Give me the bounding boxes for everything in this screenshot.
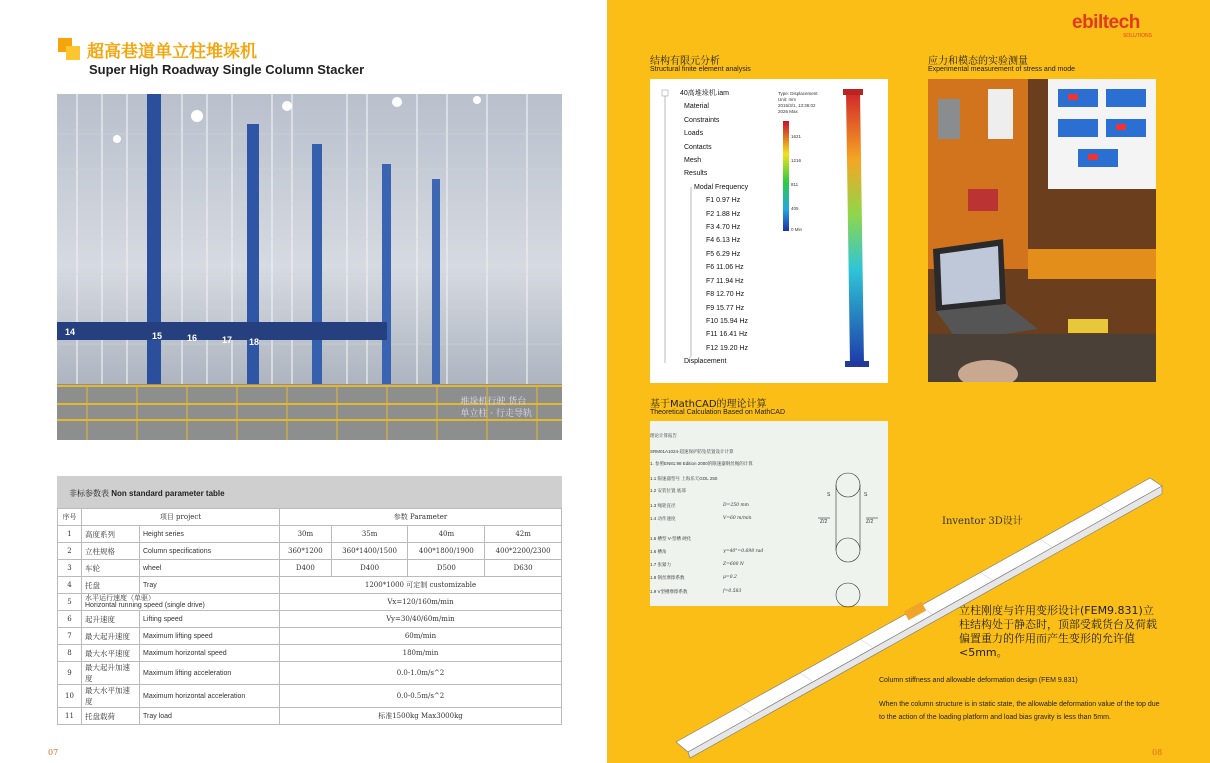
row-label-en: Column specifications bbox=[140, 543, 280, 560]
row-number: 6 bbox=[58, 611, 82, 628]
tree-frequency: F2 1.88 Hz bbox=[706, 210, 741, 218]
fea-screenshot bbox=[650, 79, 888, 383]
row-value-span: 标准1500kg Max3000kg bbox=[280, 708, 562, 725]
row-value-span: Vx=120/160m/min bbox=[280, 594, 562, 611]
tree-item: Results bbox=[684, 170, 708, 178]
row-value: 35m bbox=[331, 526, 408, 543]
legend-title: Type: Displacement bbox=[778, 91, 818, 96]
header-seq: 序号 bbox=[58, 509, 82, 526]
row-label-cn: 水平运行速度（单驱） bbox=[85, 595, 155, 602]
row-label-cn: 托盘载荷 bbox=[82, 708, 140, 725]
table-title-cn: 非标参数表 bbox=[69, 489, 109, 498]
row-value: 400*2200/2300 bbox=[485, 543, 562, 560]
math-line: 1.7 张紧力 bbox=[650, 562, 672, 567]
photo-caption-line2: 单立柱 · 行走导轨 bbox=[460, 409, 532, 419]
table-row bbox=[58, 577, 562, 594]
row-value: D630 bbox=[485, 560, 562, 577]
math-formula: V=60 m/min bbox=[723, 516, 752, 521]
photo-caption bbox=[460, 396, 532, 420]
row-label-en: Height series bbox=[140, 526, 280, 543]
row-number: 11 bbox=[58, 708, 82, 725]
row-number: 10 bbox=[58, 685, 82, 708]
row-value-span: 60m/min bbox=[280, 628, 562, 645]
aisle-number-15: 15 bbox=[152, 331, 163, 341]
row-number: 1 bbox=[58, 526, 82, 543]
table-title bbox=[57, 476, 562, 508]
row-number: 9 bbox=[58, 662, 82, 685]
inventor-label: Inventor 3D设计 bbox=[942, 516, 1023, 527]
row-label-en: Lifting speed bbox=[140, 611, 280, 628]
row-label-en: Tray load bbox=[140, 708, 280, 725]
table-title-en: Non standard parameter table bbox=[111, 489, 225, 498]
table-row bbox=[58, 560, 562, 577]
math-line: 理论计算报告 bbox=[650, 433, 677, 438]
stiffness-text-cn: 立柱刚度与许用变形设计(FEM9.831)立柱结构处于静态时，顶部受载货台及荷载偏置重力的作用而产生变形的允许值<5mm。 bbox=[959, 604, 1157, 659]
header-item: 项目 project bbox=[82, 509, 280, 526]
row-value: 360*1200 bbox=[280, 543, 332, 560]
svg-text:Z/2: Z/2 bbox=[820, 519, 828, 525]
row-label-cn: 托盘 bbox=[82, 577, 140, 594]
tree-frequency: F7 11.94 Hz bbox=[706, 277, 744, 285]
math-line: 1.1 限速器型号 上海乐天GOL 250 bbox=[650, 476, 718, 481]
row-value-span: Vy=30/40/60m/min bbox=[280, 611, 562, 628]
aisle-number-14: 14 bbox=[65, 327, 76, 337]
tree-frequency: F12 19.20 Hz bbox=[706, 344, 749, 352]
tree-frequency: F3 4.70 Hz bbox=[706, 224, 741, 232]
math-line: 1.3 绳轮直径 bbox=[650, 503, 676, 508]
table-row bbox=[58, 611, 562, 628]
table-row bbox=[58, 594, 562, 611]
row-value: D400 bbox=[280, 560, 332, 577]
logo-text: ebiltech bbox=[1072, 12, 1140, 33]
legend-value: 1216 bbox=[791, 158, 802, 163]
row-value-span: 1200*1000 可定制 customizable bbox=[280, 577, 562, 594]
row-value: 400*1800/1900 bbox=[408, 543, 485, 560]
mathcad-title-en: Theoretical Calculation Based on MathCAD bbox=[650, 409, 786, 416]
tree-item: Contacts bbox=[684, 143, 712, 151]
tree-root: 40高堆垛机.iam bbox=[680, 90, 730, 97]
legend-unit: Unit: mm bbox=[778, 97, 796, 102]
tree-item: Modal Frequency bbox=[694, 183, 749, 191]
row-number: 4 bbox=[58, 577, 82, 594]
tree-frequency: F11 16.41 Hz bbox=[706, 331, 748, 339]
math-line: SRM01A1024-超速保护防坠装置设计计算 bbox=[650, 449, 734, 454]
math-formula: Z=600 N bbox=[723, 562, 744, 567]
stiffness-title-en: Column stiffness and allowable deformation design (FEM 9.831) bbox=[879, 677, 1078, 684]
measure-title-cn: 应力和模态的实验测量 bbox=[928, 56, 1028, 67]
table-row bbox=[58, 543, 562, 560]
table-row bbox=[58, 662, 562, 685]
math-formula: f=0.583 bbox=[723, 589, 742, 594]
page-title-cn: 超高巷道单立柱堆垛机 bbox=[87, 42, 257, 62]
row-number: 3 bbox=[58, 560, 82, 577]
tree-item: Constraints bbox=[684, 116, 720, 124]
math-line: 1.9 V型槽摩擦系数 bbox=[650, 589, 688, 594]
aisle-number-16: 16 bbox=[187, 333, 198, 343]
stiffness-body-en: When the column structure is in static state, the allowable deformation value of the top due to the action of the loading platform and load bias gravity is less than 5mm. bbox=[879, 701, 1160, 721]
photo-caption-line1: 堆垛机行驶 货台 bbox=[460, 397, 527, 407]
row-label-cn: 最大起升速度 bbox=[82, 628, 140, 645]
row-label-en: wheel bbox=[140, 560, 280, 577]
parameter-table bbox=[57, 508, 562, 725]
tree-displacement: Displacement bbox=[684, 358, 727, 366]
fea-legend bbox=[778, 91, 818, 115]
tree-item: Mesh bbox=[684, 157, 702, 165]
svg-text:S: S bbox=[864, 492, 868, 498]
pulley-diagram bbox=[818, 465, 888, 615]
legend-value: 1621 bbox=[791, 134, 802, 139]
svg-text:S: S bbox=[827, 492, 831, 498]
row-label-cn: 最大水平加速度 bbox=[82, 685, 140, 708]
row-value-span: 0.0-0.5m/s^2 bbox=[280, 685, 562, 708]
table-header-row bbox=[58, 509, 562, 526]
row-label-en: Maximum horizontal speed bbox=[140, 645, 280, 662]
fea-title-cn: 结构有限元分析 bbox=[650, 56, 720, 67]
measurement-illustration bbox=[928, 79, 1156, 382]
table-row bbox=[58, 526, 562, 543]
title-marker-icon-2 bbox=[66, 46, 80, 60]
measurement-photo bbox=[928, 79, 1156, 382]
warehouse-illustration bbox=[57, 94, 562, 440]
tree-frequency: F5 6.29 Hz bbox=[706, 250, 741, 258]
row-value: 360*1400/1500 bbox=[331, 543, 408, 560]
measure-title-en: Experimental measurement of stress and mode bbox=[928, 66, 1076, 73]
row-value: 40m bbox=[408, 526, 485, 543]
row-value: 30m bbox=[280, 526, 332, 543]
mathcad-document bbox=[650, 421, 888, 606]
row-value-span: 180m/min bbox=[280, 645, 562, 662]
table-row bbox=[58, 685, 562, 708]
math-line: 1.4 动作速度 bbox=[650, 516, 676, 521]
row-value: D400 bbox=[331, 560, 408, 577]
tree-frequency: F8 12.70 Hz bbox=[706, 291, 745, 299]
row-label-en: Tray bbox=[140, 577, 280, 594]
tree-frequency: F4 6.13 Hz bbox=[706, 237, 741, 245]
row-value-span: 0.0-1.0m/s^2 bbox=[280, 662, 562, 685]
row-number: 8 bbox=[58, 645, 82, 662]
table-row bbox=[58, 628, 562, 645]
row-label-cn: 车轮 bbox=[82, 560, 140, 577]
tree-item: Loads bbox=[684, 130, 704, 138]
tree-frequency: F9 15.77 Hz bbox=[706, 304, 745, 312]
tree-item: Material bbox=[684, 103, 709, 111]
warehouse-photo bbox=[57, 94, 562, 440]
math-line: 1.5 槽型 V-型槽 硬化 bbox=[650, 536, 692, 541]
row-label-cn: 最大起升加速度 bbox=[82, 662, 140, 685]
row-label-cn: 最大水平速度 bbox=[82, 645, 140, 662]
math-line: 1.2 安装位置 底部 bbox=[650, 488, 686, 493]
fea-title-en: Structural finite element analysis bbox=[650, 66, 751, 73]
math-line: 1.8 钢丝摩擦系数 bbox=[650, 575, 685, 580]
row-label-cn: 立柱规格 bbox=[82, 543, 140, 560]
row-value: 42m bbox=[485, 526, 562, 543]
row-label-en: Maximum lifting acceleration bbox=[140, 662, 280, 685]
row-number: 2 bbox=[58, 543, 82, 560]
table-row bbox=[58, 645, 562, 662]
tree-frequency: F6 11.06 Hz bbox=[706, 264, 744, 272]
legend-date: 2015/3/1, 13:36:02 bbox=[778, 103, 816, 108]
table-row bbox=[58, 708, 562, 725]
tree-frequency: F1 0.97 Hz bbox=[706, 197, 741, 205]
legend-value: 0 Min bbox=[791, 227, 803, 232]
row-value: D500 bbox=[408, 560, 485, 577]
page-number-left: 07 bbox=[48, 748, 59, 757]
aisle-number-17: 17 bbox=[222, 335, 233, 345]
math-formula: γ=40°=0.698 rad bbox=[723, 549, 764, 554]
aisle-number-18: 18 bbox=[249, 337, 260, 347]
header-param: 参数 Parameter bbox=[280, 509, 562, 526]
row-label-en: Maximum horizontal acceleration bbox=[140, 685, 280, 708]
legend-value: 811 bbox=[791, 182, 799, 187]
math-formula: μ=0.2 bbox=[723, 575, 737, 580]
row-number: 5 bbox=[58, 594, 82, 611]
logo-sub: SOLUTIONS bbox=[1123, 33, 1152, 39]
legend-max: 2026 Max bbox=[778, 109, 798, 114]
legend-value: 405 bbox=[791, 206, 799, 211]
page-number-right: 08 bbox=[1152, 748, 1163, 757]
page-title-en: Super High Roadway Single Column Stacker bbox=[89, 62, 365, 77]
math-formula: D=250 mm bbox=[723, 503, 749, 508]
fea-tree bbox=[670, 87, 748, 369]
mathcad-title-cn: 基于MathCAD的理论计算 bbox=[650, 399, 767, 410]
row-label bbox=[82, 594, 280, 611]
math-line: 1.6 槽角 bbox=[650, 549, 667, 554]
row-label-cn: 起升速度 bbox=[82, 611, 140, 628]
math-line: 1. 参照EN81:98 Edition 2000的限速器钢丝绳的计算 bbox=[650, 461, 753, 466]
tree-frequency: F10 15.94 Hz bbox=[706, 317, 749, 325]
row-label-en: Maximum lifting speed bbox=[140, 628, 280, 645]
row-label-en: Horizontal running speed (single drive) bbox=[85, 602, 205, 609]
row-label-cn: 高度系列 bbox=[82, 526, 140, 543]
svg-text:Z/2: Z/2 bbox=[866, 519, 874, 525]
row-number: 7 bbox=[58, 628, 82, 645]
